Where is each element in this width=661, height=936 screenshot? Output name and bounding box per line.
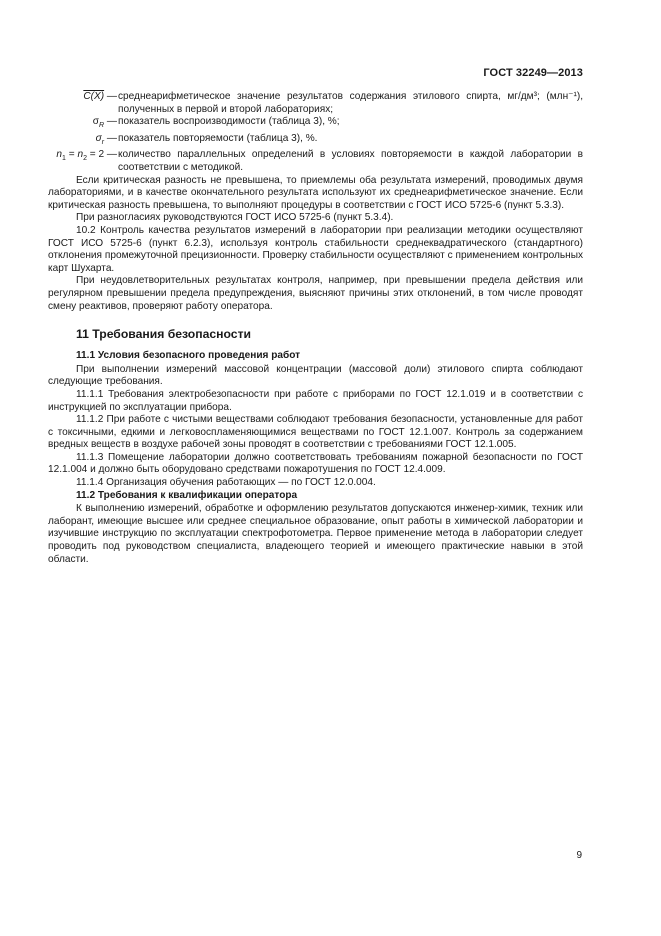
paragraph: 10.2 Контроль качества результатов измерений в лаборатории при реализации методики осуществляют ГОСТ ИСО 5725-6 (пункт 6.2.3), используя контроль стабильности среднеквадратического (стандартного) отклонения промежуточной прецизионности. Проверку стабильности осуществляют с применением контрольных карт Шухарта. bbox=[48, 224, 583, 274]
subsection-heading: 11.1 Условия безопасного проведения работ bbox=[76, 350, 301, 362]
paragraph: 11.1.2 При работе с чистыми веществами соблюдают требования безопасности, установленные для работ с токсичными, едкими и легковоспламеняющимися веществами по ГОСТ 12.1.007. Контроль за содержанием вредных веществ в воздухе рабочей зоны проводят в соответствии с требованиями ГОСТ 12.1.005. bbox=[48, 414, 583, 451]
definition-text: показатель повторяемости (таблица 3), %. bbox=[118, 132, 318, 144]
definition-row bbox=[48, 91, 583, 116]
document-code: ГОСТ 32249—2013 bbox=[483, 67, 583, 79]
paragraph: 11.1.3 Помещение лаборатории должно соответствовать требованиям пожарной безопасности по ГОСТ 12.1.004 и должно быть оборудовано средствами пожаротушения по ГОСТ 12.4.009. bbox=[48, 451, 583, 476]
page-number: 9 bbox=[576, 850, 582, 861]
paragraph: 11.1.4 Организация обучения работающих — по ГОСТ 12.0.004. bbox=[76, 477, 376, 489]
document-body bbox=[48, 91, 583, 566]
definition-symbol: $\sigma_R$ — bbox=[92, 116, 117, 130]
subsection-heading: 11.2 Требования к квалификации оператора bbox=[76, 489, 298, 501]
definition-text: показатель воспроизводимости (таблица 3), %; bbox=[118, 116, 340, 128]
paragraph: 11.1.1 Требования электробезопасности при работе с приборами по ГОСТ 12.1.019 и в соответствии с инструкцией по эксплуатации прибора. bbox=[48, 388, 583, 413]
definition-text: количество параллельных определений в условиях повторяемости в каждой лаборатории в соответствии с методикой. bbox=[118, 149, 583, 173]
section-heading: 11 Требования безопасности bbox=[76, 327, 252, 342]
definition-symbol: C(X) — bbox=[83, 91, 117, 102]
paragraph: При неудовлетворительных результатах контроля, например, при превышении предела действия или регулярном превышении предела предупреждения, выясняют причины этих отклонений, в том числе проводят смену реактивов, проверяют работу оператора. bbox=[48, 275, 583, 312]
definition-row bbox=[48, 116, 583, 133]
paragraph: При разногласиях руководствуются ГОСТ ИСО 5725-6 (пункт 5.3.4). bbox=[76, 212, 394, 224]
definition-symbol: $n_1 = n_2 = 2$ — bbox=[56, 149, 117, 163]
paragraph: К выполнению измерений, обработке и оформлению результатов допускаются инженер-химик, техник или лаборант, имеющие высшее или среднее специальное образование, опыт работы в химической лаборатории и изучившие инструкцию по эксплуатации спектрофотометра. Первое применение метода в лаборатории следует проводить под руководством специалиста, владеющего теорией и имеющего практические навыки в этой области. bbox=[48, 503, 583, 565]
paragraph: При выполнении измерений массовой концентрации (массовой доли) этилового спирта соблюдают следующие требования. bbox=[48, 363, 583, 388]
definition-symbol: $\sigma_r$ — bbox=[95, 132, 117, 146]
definition-row bbox=[48, 149, 583, 174]
paragraph: Если критическая разность не превышена, то приемлемы оба результата измерений, проводимых двумя лабораториями, и в качестве окончательного результата используют их среднеарифметическое значение. Если критическая разность превышена, то выполняют процедуры в соответствии с ГОСТ ИСО 5725-6 (пункт 5.3.3). bbox=[48, 174, 583, 211]
definitions-list bbox=[48, 91, 583, 175]
definition-text: среднеарифметическое значение результатов содержания этилового спирта, мг/дм³; (млн⁻¹), полученных в первой и второй лабораториях; bbox=[118, 91, 583, 115]
definition-row bbox=[48, 133, 583, 150]
